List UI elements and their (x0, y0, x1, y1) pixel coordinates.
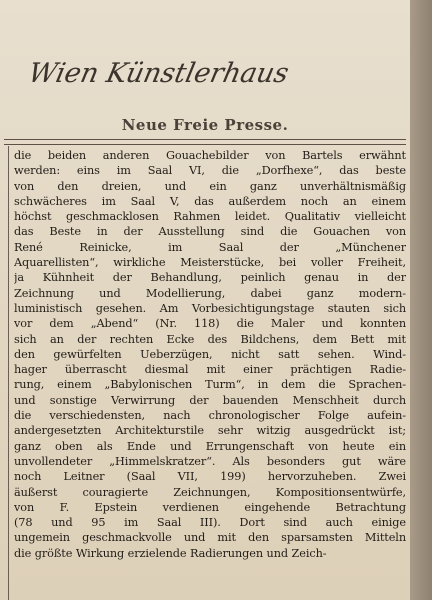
article-body (14, 148, 406, 561)
article-line: andergesetzten Architekturstile sehr witzig ausgedrückt ist; (14, 424, 406, 438)
handwritten-note-text: Wien Künstlerhaus (30, 58, 292, 89)
article-line: vor dem „Abend“ (Nr. 118) die Maler und konnten (14, 317, 406, 331)
article-line: Zeichnung und Modellierung, dabei ganz modern- (14, 286, 406, 300)
article-line: und sonstige Verwirrung der bauenden Menschheit durch (14, 393, 406, 407)
article-line: ungemein geschmackvolle und mit den sparsamsten Mitteln (14, 531, 406, 545)
article-line: (78 und 95 im Saal III). Dort sind auch einige (14, 516, 406, 530)
masthead-rule-bottom (4, 144, 406, 145)
article-line: ja Kühnheit der Behandlung, peinlich genau in der (14, 271, 406, 285)
handwritten-note (30, 50, 390, 96)
article-line: rung, einem „Babylonischen Turm“, in dem die Sprachen- (14, 378, 406, 392)
newspaper-masthead: Neue Freie Presse. (121, 116, 289, 134)
article-line: den gewürfelten Ueberzügen, nicht satt sehen. Wind- (14, 347, 406, 361)
article-line: ganz oben als Ende und Errungenschaft von heute ein (14, 439, 406, 453)
article-line: luministisch gesehen. Am Vorbesichtigungstage stauten sich (14, 301, 406, 315)
article-line: hager überrascht diesmal mit einer prächtigen Radie- (14, 363, 406, 377)
article-line: äußerst couragierte Zeichnungen, Kompositionsentwürfe, (14, 485, 406, 499)
article-line: noch Leitner (Saal VII, 199) hervorzuheben. Zwei (14, 470, 406, 484)
handwritten-note-drawing (30, 50, 390, 96)
article-line: die größte Wirkung erzielende Radierungen und Zeich- (14, 546, 327, 560)
column-rule (8, 146, 9, 600)
article-line: die verschiedensten, nach chronologischer Folge aufein- (14, 409, 406, 423)
article-line: die beiden anderen Gouachebilder von Bartels erwähnt (14, 149, 406, 162)
article-line: werden: eins im Saal VI, die „Dorfhexe“, das beste (14, 164, 406, 178)
article-line: schwächeres im Saal V, das außerdem noch an einem (14, 194, 406, 208)
masthead-rule-top (4, 139, 406, 140)
article-line: Aquarellisten“, wirkliche Meisterstücke, bei voller Freiheit, (14, 256, 406, 270)
article-line: René Reinicke, im Saal der „Münchener (14, 240, 406, 254)
article-line: von F. Epstein verdienen eingehende Betrachtung (14, 500, 406, 514)
article-line: das Beste in der Ausstellung sind die Gouachen von (14, 225, 406, 239)
article-line: von den dreien, und ein ganz unverhältnismäßig (14, 179, 406, 193)
background-edge (410, 0, 432, 600)
article-line: unvollendeter „Himmelskratzer“. Als besonders gut wäre (14, 454, 406, 468)
article-line: sich an der rechten Ecke des Bildchens, dem Bett mit (14, 332, 406, 346)
article-line: höchst geschmacklosen Rahmen leidet. Qualitativ vielleicht (14, 210, 406, 224)
